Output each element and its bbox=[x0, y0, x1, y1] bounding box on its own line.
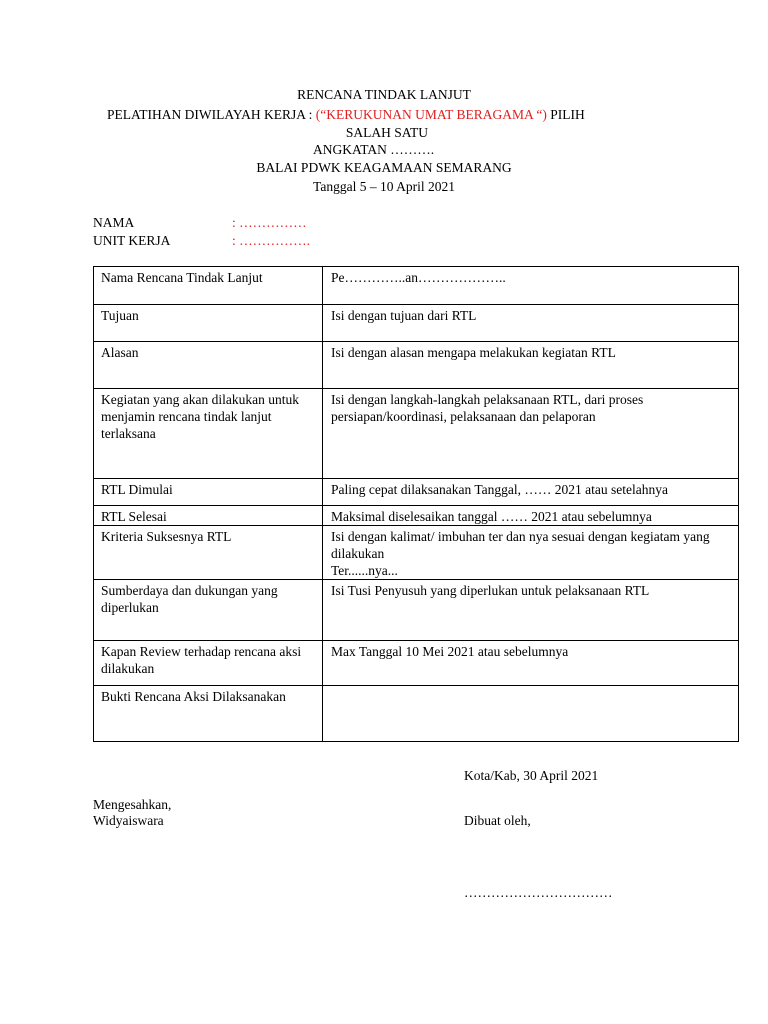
row-label: Alasan bbox=[94, 342, 323, 389]
unit-kerja-label: UNIT KERJA bbox=[93, 233, 171, 248]
table-row bbox=[94, 641, 739, 686]
row-value: Isi dengan kalimat/ imbuhan ter dan nya sesuai dengan kegiatam yang dilakukan Ter......nya... bbox=[323, 526, 739, 580]
row-label: Kriteria Suksesnya RTL bbox=[94, 526, 323, 580]
dibuat-oleh-label: Dibuat oleh, bbox=[464, 813, 531, 828]
doc-title: RENCANA TINDAK LANJUT bbox=[297, 87, 471, 102]
widyaiswara-label: Widyaiswara bbox=[93, 813, 164, 828]
row-value: Paling cepat dilaksanakan Tanggal, …… 2021 atau setelahnya bbox=[323, 479, 739, 506]
row-value: Isi dengan alasan mengapa melakukan kegiatan RTL bbox=[323, 342, 739, 389]
table-row bbox=[94, 267, 739, 305]
row-label: Bukti Rencana Aksi Dilaksanakan bbox=[94, 686, 323, 742]
table-row bbox=[94, 389, 739, 479]
training-date: Tanggal 5 – 10 April 2021 bbox=[313, 179, 455, 194]
signature-line: …………………………… bbox=[464, 885, 613, 900]
row-label: Kegiatan yang akan dilakukan untuk menjamin rencana tindak lanjut terlaksana bbox=[94, 389, 323, 479]
row-value: Isi dengan langkah-langkah pelaksanaan RTL, dari proses persiapan/koordinasi, pelaksanaan dan pelaporan bbox=[323, 389, 739, 479]
subtitle-theme: (“KERUKUNAN UMAT BERAGAMA “) bbox=[315, 107, 547, 122]
nama-value: : …………… bbox=[232, 215, 307, 230]
table-row bbox=[94, 342, 739, 389]
row-value: Pe…………..an……………….. bbox=[323, 267, 739, 305]
table-row bbox=[94, 506, 739, 526]
rtl-table bbox=[93, 266, 739, 742]
table-row bbox=[94, 686, 739, 742]
row-label: Kapan Review terhadap rencana aksi dilakukan bbox=[94, 641, 323, 686]
row-value: Isi dengan tujuan dari RTL bbox=[323, 305, 739, 342]
mengesahkan-label: Mengesahkan, bbox=[93, 797, 172, 812]
doc-subtitle bbox=[107, 106, 585, 124]
row-value: Isi Tusi Penyusuh yang diperlukan untuk pelaksanaan RTL bbox=[323, 580, 739, 641]
subtitle-prefix: PELATIHAN DIWILAYAH KERJA : bbox=[107, 107, 316, 122]
table-row bbox=[94, 479, 739, 506]
table-row bbox=[94, 580, 739, 641]
row-label: RTL Dimulai bbox=[94, 479, 323, 506]
table-row bbox=[94, 305, 739, 342]
row-value: Max Tanggal 10 Mei 2021 atau sebelumnya bbox=[323, 641, 739, 686]
nama-label: NAMA bbox=[93, 215, 135, 230]
row-value bbox=[323, 686, 739, 742]
doc-subtitle-cont: SALAH SATU bbox=[345, 125, 429, 140]
row-value: Maksimal diselesaikan tanggal …… 2021 atau sebelumnya bbox=[323, 506, 739, 526]
unit-kerja-value: : ……………. bbox=[232, 233, 311, 248]
rtl-table-body bbox=[94, 267, 739, 742]
row-label: Nama Rencana Tindak Lanjut bbox=[94, 267, 323, 305]
row-label: RTL Selesai bbox=[94, 506, 323, 526]
row-label: Sumberdaya dan dukungan yang diperlukan bbox=[94, 580, 323, 641]
place-date: Kota/Kab, 30 April 2021 bbox=[464, 768, 599, 783]
subtitle-suffix: PILIH bbox=[546, 107, 585, 122]
table-row bbox=[94, 526, 739, 580]
institution-name: BALAI PDWK KEAGAMAAN SEMARANG bbox=[256, 160, 512, 175]
row-label: Tujuan bbox=[94, 305, 323, 342]
angkatan-line: ANGKATAN ………. bbox=[313, 142, 435, 157]
